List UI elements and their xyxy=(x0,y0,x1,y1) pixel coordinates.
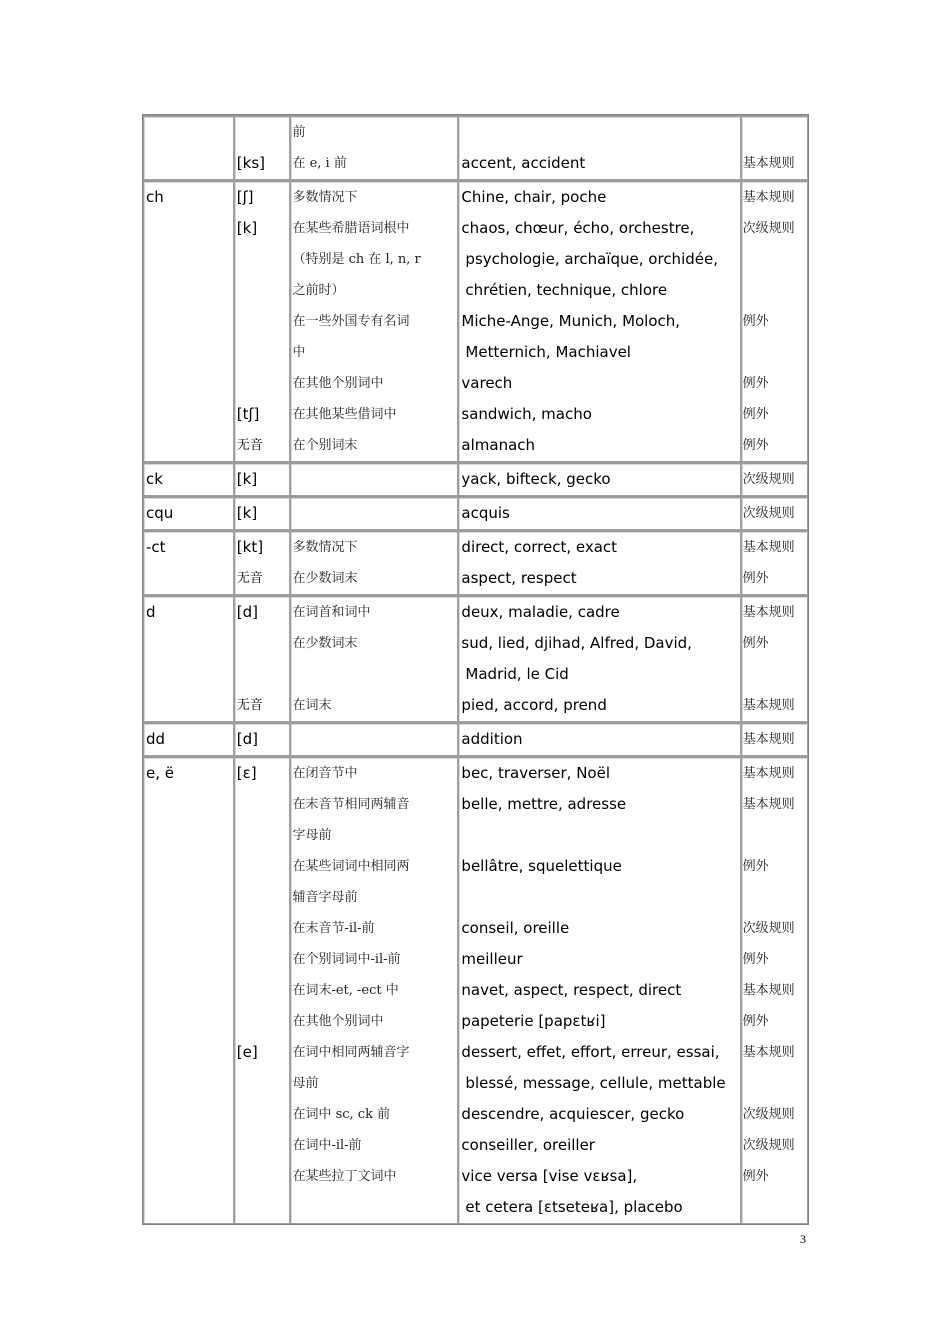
rule-type xyxy=(742,1068,807,1099)
condition-text xyxy=(291,724,457,755)
rule-type: 基本规则 xyxy=(742,732,795,747)
rule-type: 基本规则 xyxy=(742,1045,795,1060)
rule-cell xyxy=(741,530,808,595)
sound-cell xyxy=(234,462,291,496)
condition-text: 在其他某些借词中 xyxy=(292,407,397,422)
rule-type xyxy=(742,275,807,306)
table-row xyxy=(143,496,808,530)
phonetic-sound xyxy=(235,337,290,368)
rule-type: 基本规则 xyxy=(742,698,795,713)
sound-cell xyxy=(234,180,291,462)
rule-type: 次级规则 xyxy=(742,1138,795,1153)
condition-text: 在其他个别词中 xyxy=(292,1014,384,1029)
examples-cell xyxy=(458,530,740,595)
phonetic-sound xyxy=(235,117,290,148)
phonetic-sound xyxy=(235,1068,290,1099)
condition-text: 在词中 sc, ck 前 xyxy=(292,1107,391,1122)
condition-text: 在 e, i 前 xyxy=(292,156,347,171)
example-words: accent, accident xyxy=(461,154,586,172)
letter-group: -ct xyxy=(146,538,166,556)
letter-group: ch xyxy=(146,188,164,206)
table-row xyxy=(143,530,808,595)
letters-cell xyxy=(143,530,234,595)
condition-text: 在某些词词中相同两 xyxy=(292,859,410,874)
rule-type: 基本规则 xyxy=(742,605,795,620)
example-words: varech xyxy=(461,374,513,392)
rule-type xyxy=(742,244,807,275)
example-words xyxy=(459,820,739,851)
example-words: Madrid, le Cid xyxy=(465,665,569,683)
example-words: meilleur xyxy=(461,950,523,968)
sound-cell xyxy=(234,496,291,530)
condition-text: 在少数词末 xyxy=(292,571,358,586)
example-words: aspect, respect xyxy=(461,569,577,587)
rule-cell xyxy=(741,496,808,530)
example-words: blessé, message, cellule, mettable xyxy=(465,1074,726,1092)
table-row xyxy=(143,756,808,1224)
examples-cell xyxy=(458,722,740,756)
phonics-rules-table xyxy=(142,114,809,1225)
example-words: descendre, acquiescer, gecko xyxy=(461,1105,685,1123)
phonetic-sound: [d] xyxy=(236,603,259,621)
example-words: et cetera [ɛtseteʁa], placebo xyxy=(465,1198,683,1216)
letters-cell xyxy=(143,115,234,180)
phonetic-sound: [tʃ] xyxy=(236,405,260,423)
phonetic-sound: 无音 xyxy=(236,698,263,713)
rule-type: 例外 xyxy=(742,571,769,586)
condition-cell xyxy=(290,115,458,180)
condition-text: 在个别词词中-il-前 xyxy=(292,952,401,967)
phonetic-sound xyxy=(235,975,290,1006)
letter-group: d xyxy=(146,603,156,621)
condition-text: 多数情况下 xyxy=(292,540,358,555)
condition-text: 在其他个别词中 xyxy=(292,376,384,391)
example-words: bellâtre, squelettique xyxy=(461,857,622,875)
rule-type: 次级规则 xyxy=(742,921,795,936)
condition-text: 中 xyxy=(292,345,306,360)
phonetic-sound xyxy=(235,659,290,690)
sound-cell xyxy=(234,756,291,1224)
phonetic-sound: [d] xyxy=(236,730,259,748)
rule-type: 例外 xyxy=(742,407,769,422)
condition-text: 在末音节-il-前 xyxy=(292,921,375,936)
condition-text: 之前时） xyxy=(292,283,345,298)
example-words: pied, accord, prend xyxy=(461,696,607,714)
condition-cell xyxy=(290,530,458,595)
rule-type: 例外 xyxy=(742,376,769,391)
example-words: vice versa [vise vɛʁsa], xyxy=(461,1167,638,1185)
example-words: sandwich, macho xyxy=(461,405,592,423)
example-words: yack, bifteck, gecko xyxy=(461,470,611,488)
example-words: dessert, effet, effort, erreur, essai, xyxy=(461,1043,720,1061)
example-words: direct, correct, exact xyxy=(461,538,618,556)
phonetic-sound xyxy=(235,1006,290,1037)
phonetic-sound xyxy=(235,944,290,975)
letters-cell xyxy=(143,756,234,1224)
condition-text: 在词末 xyxy=(292,698,332,713)
rule-type xyxy=(742,337,807,368)
rule-cell xyxy=(741,462,808,496)
example-words: Metternich, Machiavel xyxy=(465,343,631,361)
letters-cell xyxy=(143,595,234,722)
rule-type xyxy=(742,820,807,851)
example-words: navet, aspect, respect, direct xyxy=(461,981,682,999)
rule-type: 基本规则 xyxy=(742,983,795,998)
letter-group: e, ë xyxy=(146,764,174,782)
sound-cell xyxy=(234,595,291,722)
condition-text: 在少数词末 xyxy=(292,636,358,651)
example-words xyxy=(459,117,739,148)
condition-cell xyxy=(290,756,458,1224)
condition-text: 母前 xyxy=(292,1076,319,1091)
rule-type: 基本规则 xyxy=(742,797,795,812)
phonetic-sound xyxy=(235,789,290,820)
sound-cell xyxy=(234,115,291,180)
rule-type xyxy=(742,117,807,148)
condition-text: 在个别词末 xyxy=(292,438,358,453)
rule-type: 次级规则 xyxy=(742,506,795,521)
phonetic-sound xyxy=(235,851,290,882)
condition-text: 在一些外国专有名词 xyxy=(292,314,410,329)
phonetic-sound xyxy=(235,1192,290,1223)
phonetic-sound: [e] xyxy=(236,1043,258,1061)
example-words: papeterie [papɛtʁi] xyxy=(461,1012,606,1030)
condition-text: 在末音节相同两辅音 xyxy=(292,797,410,812)
rule-type: 次级规则 xyxy=(742,472,795,487)
example-words: conseiller, oreiller xyxy=(461,1136,595,1154)
condition-cell xyxy=(290,722,458,756)
examples-cell xyxy=(458,756,740,1224)
phonetic-sound xyxy=(235,368,290,399)
condition-text: 字母前 xyxy=(292,828,332,843)
letter-group: ck xyxy=(146,470,163,488)
rule-type: 例外 xyxy=(742,314,769,329)
condition-cell xyxy=(290,496,458,530)
rule-type: 次级规则 xyxy=(742,221,795,236)
condition-text: 在词末-et, -ect 中 xyxy=(292,983,399,998)
condition-text: 多数情况下 xyxy=(292,190,358,205)
letters-cell xyxy=(143,496,234,530)
table-row xyxy=(143,115,808,180)
rule-cell xyxy=(741,180,808,462)
condition-text: 在词中相同两辅音字 xyxy=(292,1045,410,1060)
letter-group: cqu xyxy=(146,504,174,522)
table-row xyxy=(143,722,808,756)
rule-type: 例外 xyxy=(742,438,769,453)
phonetic-sound: [ks] xyxy=(236,154,265,172)
letters-cell xyxy=(143,180,234,462)
letters-cell xyxy=(143,722,234,756)
condition-text: 前 xyxy=(292,125,306,140)
phonetic-sound xyxy=(235,1130,290,1161)
phonetic-sound xyxy=(235,628,290,659)
rule-cell xyxy=(741,115,808,180)
condition-text: 在某些拉丁文词中 xyxy=(292,1169,397,1184)
condition-cell xyxy=(290,462,458,496)
examples-cell xyxy=(458,180,740,462)
rule-type: 次级规则 xyxy=(742,1107,795,1122)
phonetic-sound xyxy=(235,275,290,306)
condition-text: 在某些希腊语词根中 xyxy=(292,221,410,236)
rule-type: 基本规则 xyxy=(742,190,795,205)
example-words: psychologie, archaïque, orchidée, xyxy=(465,250,718,268)
example-words: chrétien, technique, chlore xyxy=(465,281,668,299)
phonetic-sound: 无音 xyxy=(236,571,263,586)
rule-type: 例外 xyxy=(742,859,769,874)
rule-cell xyxy=(741,595,808,722)
phonetic-sound xyxy=(235,1161,290,1192)
example-words: acquis xyxy=(461,504,510,522)
example-words: chaos, chœur, écho, orchestre, xyxy=(461,219,695,237)
example-words: belle, mettre, adresse xyxy=(461,795,627,813)
sound-cell xyxy=(234,722,291,756)
phonetic-sound: [kt] xyxy=(236,538,264,556)
letters-cell xyxy=(143,462,234,496)
condition-text: 在闭音节中 xyxy=(292,766,358,781)
table-row xyxy=(143,595,808,722)
phonetic-sound xyxy=(235,820,290,851)
phonetic-sound: [ɛ] xyxy=(236,764,257,782)
phonetic-sound: [k] xyxy=(236,470,258,488)
example-words: conseil, oreille xyxy=(461,919,570,937)
example-words: addition xyxy=(461,730,523,748)
examples-cell xyxy=(458,462,740,496)
example-words: deux, maladie, cadre xyxy=(461,603,620,621)
condition-cell xyxy=(290,180,458,462)
examples-cell xyxy=(458,595,740,722)
rule-type: 例外 xyxy=(742,952,769,967)
rule-type xyxy=(742,882,807,913)
examples-cell xyxy=(458,115,740,180)
condition-text: 在词首和词中 xyxy=(292,605,371,620)
condition-text xyxy=(291,498,457,529)
phonetic-sound: [ʃ] xyxy=(236,188,254,206)
condition-text xyxy=(291,464,457,495)
example-words: Chine, chair, poche xyxy=(461,188,607,206)
phonetic-sound: 无音 xyxy=(236,438,263,453)
rule-type: 例外 xyxy=(742,1169,769,1184)
condition-text: （特别是 ch 在 l, n, r xyxy=(292,252,421,267)
rule-type: 基本规则 xyxy=(742,156,795,171)
condition-text xyxy=(291,659,457,690)
rule-type: 例外 xyxy=(742,1014,769,1029)
table-row xyxy=(143,180,808,462)
example-words: bec, traverser, Noël xyxy=(461,764,611,782)
phonetic-sound xyxy=(235,244,290,275)
condition-text xyxy=(291,1192,457,1223)
phonetic-sound: [k] xyxy=(236,219,258,237)
phonetic-sound xyxy=(235,913,290,944)
letter-group: dd xyxy=(146,730,166,748)
rule-cell xyxy=(741,722,808,756)
examples-cell xyxy=(458,496,740,530)
phonetic-sound xyxy=(235,882,290,913)
condition-text: 辅音字母前 xyxy=(292,890,358,905)
rule-type: 例外 xyxy=(742,636,769,651)
letter-group xyxy=(144,117,233,148)
example-words: almanach xyxy=(461,436,536,454)
rule-cell xyxy=(741,756,808,1224)
phonetic-sound: [k] xyxy=(236,504,258,522)
rule-type: 基本规则 xyxy=(742,766,795,781)
condition-cell xyxy=(290,595,458,722)
table-body xyxy=(143,115,808,1224)
rule-type: 基本规则 xyxy=(742,540,795,555)
sound-cell xyxy=(234,530,291,595)
condition-text: 在词中-il-前 xyxy=(292,1138,362,1153)
example-words xyxy=(459,882,739,913)
rule-type xyxy=(742,1192,807,1223)
phonetic-sound xyxy=(235,306,290,337)
rule-type xyxy=(742,659,807,690)
table-row xyxy=(143,462,808,496)
example-words: sud, lied, djihad, Alfred, David, xyxy=(461,634,692,652)
phonetic-sound xyxy=(235,1099,290,1130)
example-words: Miche-Ange, Munich, Moloch, xyxy=(461,312,681,330)
page-number: 3 xyxy=(800,1232,806,1246)
